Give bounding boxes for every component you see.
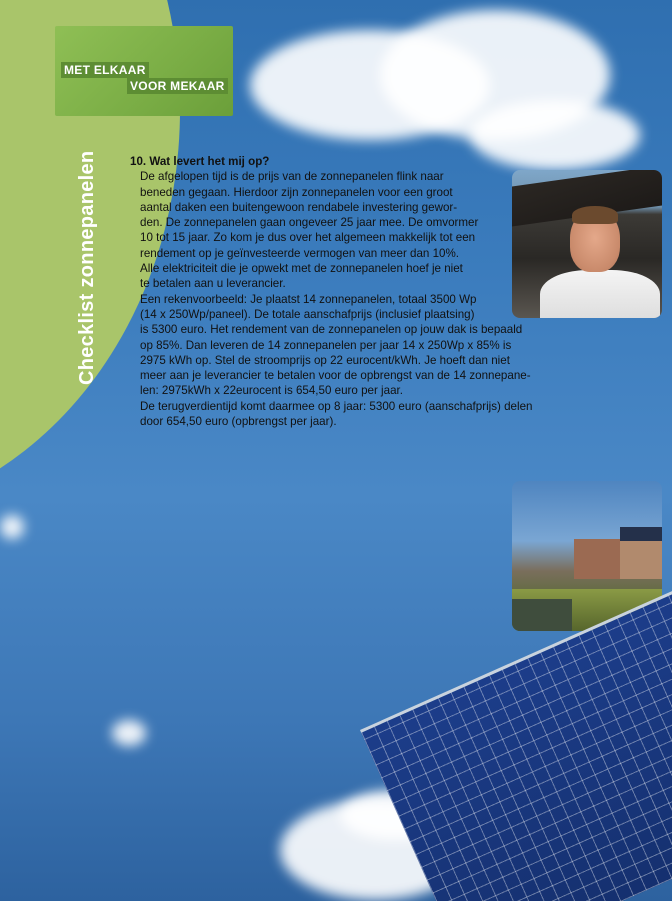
body-line: (14 x 250Wp/paneel). De totale aanschafprijs (inclusief plaatsing) [140,307,475,321]
body-line: is 5300 euro. Het rendement van de zonnepanelen op jouw dak is bepaald [140,323,523,337]
body-line: te betalen aan u leverancier. [140,277,286,291]
photo-hair [572,206,618,224]
body-line: len: 2975kWh x 22eurocent is 654,50 euro per jaar. [140,384,403,398]
met-elkaar-logo [55,26,233,116]
sidebar-title: Checklist zonnepanelen [76,150,98,385]
body-line: 10 tot 15 jaar. Zo kom je dus over het algemeen makkelijk tot een [140,231,476,245]
portrait-photo [512,170,662,318]
body-line: rendement op je geïnvesteerde vermogen van meer dan 10%. [140,246,460,260]
body-line: beneden gegaan. Hierdoor zijn zonnepanelen voor een groot [140,185,453,199]
cloud [0,515,24,539]
logo-line-2: VOOR MEKAAR [127,78,228,94]
body-line: aantal daken een buitengewoon rendabele investering gewor- [140,200,458,214]
cloud [112,720,146,746]
photo-shirt [540,270,660,318]
body-line: meer aan je leverancier te betalen voor de opbrengst van de 14 zonnepane- [140,369,531,383]
body-line: door 654,50 euro (opbrengst per jaar). [140,415,337,429]
body-line: De afgelopen tijd is de prijs van de zonnepanelen flink naar [140,170,444,184]
body-line: De terugverdientijd komt daarmee op 8 jaar: 5300 euro (aanschafprijs) delen [140,399,533,413]
body-line: Alle elektriciteit die je opwekt met de zonnepanelen hoef je niet [140,262,463,276]
body-line: Een rekenvoorbeeld: Je plaatst 14 zonnepanelen, totaal 3500 Wp [140,292,477,306]
body-line: op 85%. Dan leveren de 14 zonnepanelen per jaar 14 x 250Wp x 85% is [140,338,512,352]
section-heading: 10. Wat levert het mij op? [130,155,270,168]
photo-house [574,539,622,579]
logo-line-1: MET ELKAAR [61,62,149,78]
photo-solar-roof [620,527,662,541]
body-line: 2975 kWh op. Stel de stroomprijs op 22 eurocent/kWh. Je hoeft dan niet [140,353,510,367]
photo-water [512,599,572,631]
body-line: den. De zonnepanelen gaan ongeveer 25 jaar mee. De omvormer [140,216,479,230]
